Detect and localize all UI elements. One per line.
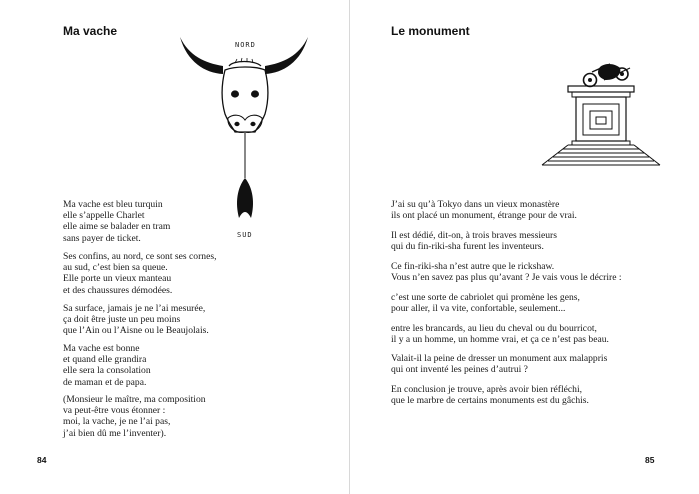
stanza-6: [391, 353, 607, 375]
verse-line: entre les brancards, au lieu du cheval ou du bourricot,: [391, 323, 597, 334]
stanza-4: [391, 292, 580, 314]
verse-line: de maman et de papa.: [63, 376, 147, 388]
verse-line: Ma vache est bleu turquin: [63, 199, 163, 210]
right-page: [350, 0, 699, 494]
south-label: SUD: [237, 231, 253, 239]
cow-head-icon: [175, 28, 315, 248]
page-number: 85: [645, 455, 655, 465]
verse-line: ça doit être juste un peu moins: [63, 314, 181, 326]
stanza-4: [63, 343, 151, 388]
verse-line: En conclusion je trouve, après avoir bien réfléchi,: [391, 384, 583, 395]
verse-line: il y a un homme, un homme vrai, et ça ce n’est pas beau.: [391, 334, 609, 346]
verse-line: elle s’appelle Charlet: [63, 210, 145, 222]
verse-line: j’ai bien dû me l’inventer).: [63, 427, 167, 439]
verse-line: Valait-il la peine de dresser un monument aux malappris: [391, 353, 608, 364]
page-number: 84: [37, 455, 47, 465]
verse-line: Ses confins, au nord, ce sont ses cornes,: [63, 251, 217, 262]
verse-line: sans payer de ticket.: [63, 232, 141, 244]
verse-line: que le marbre de certains monuments est du gâchis.: [391, 395, 589, 407]
poem-title: Ma vache: [63, 24, 118, 38]
north-label: NORD: [235, 41, 256, 49]
verse-line: pour aller, il va vite, confortable, seulement...: [391, 303, 566, 315]
stanza-1: [63, 199, 170, 244]
verse-line: qui du fin-riki-sha furent les inventeurs.: [391, 241, 544, 253]
verse-line: Ce fin-riki-sha n’est autre que le rickshaw.: [391, 261, 555, 272]
verse-line: et des chaussures démodées.: [63, 284, 173, 296]
verse-line: Ma vache est bonne: [63, 343, 140, 354]
poem-title: Le monument: [391, 24, 470, 38]
verse-line: que l’Ain ou l’Aisne ou le Beaujolais.: [63, 325, 209, 337]
rickshaw-monument-icon: [536, 60, 666, 175]
verse-line: Vous n’en savez pas plus qu’avant ? Je vais vous le décrire :: [391, 272, 622, 284]
verse-line: qui ont inventé les peines d’autrui ?: [391, 364, 528, 376]
verse-line: moi, la vache, je ne l’ai pas,: [63, 416, 171, 428]
verse-line: et quand elle grandira: [63, 354, 147, 366]
verse-line: elle sera la consolation: [63, 365, 151, 377]
verse-line: J’ai su qu’à Tokyo dans un vieux monastère: [391, 199, 560, 210]
left-page: [0, 0, 349, 494]
stanza-3: [391, 261, 622, 283]
verse-line: au sud, c’est bien sa queue.: [63, 262, 168, 274]
verse-line: elle aime se balader en tram: [63, 221, 171, 233]
verse-line: c’est une sorte de cabriolet qui promène les gens,: [391, 292, 580, 303]
verse-line: Elle porte un vieux manteau: [63, 273, 172, 285]
stanza-2: [63, 251, 216, 296]
verse-line: Il est dédié, dit-on, à trois braves messieurs: [391, 230, 557, 241]
stanza-1: [391, 199, 577, 221]
stanza-2: [391, 230, 557, 252]
verse-line: ils ont placé un monument, étrange pour de vrai.: [391, 210, 577, 222]
stanza-3: [63, 303, 209, 337]
verse-line: va peut-être vous étonner :: [63, 405, 166, 417]
stanza-5: [391, 323, 609, 345]
stanza-5: [63, 394, 206, 439]
verse-line: Sa surface, jamais je ne l’ai mesurée,: [63, 303, 206, 314]
stanza-7: [391, 384, 589, 406]
verse-line: (Monsieur le maître, ma composition: [63, 394, 206, 405]
